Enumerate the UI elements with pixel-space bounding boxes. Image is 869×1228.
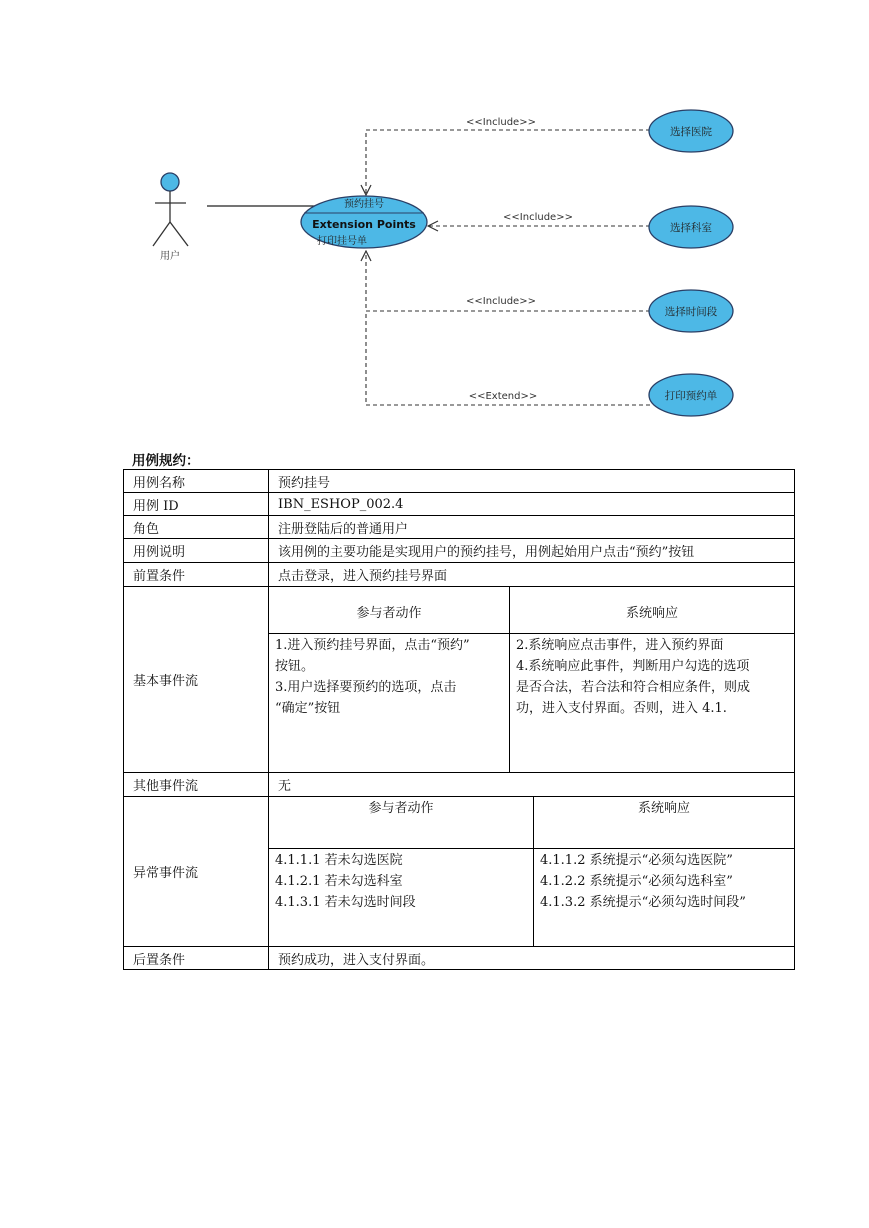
basic-flow-table	[269, 587, 794, 772]
flow-step: 4.1.2.2 系统提示“必须勾选科室”	[540, 873, 733, 889]
flow-step: 4.1.2.1 若未勾选科室	[275, 873, 403, 889]
actor-action-cell	[269, 848, 534, 946]
usecase-print	[649, 374, 733, 416]
actor-action-cell	[269, 633, 510, 772]
system-response-cell	[534, 848, 795, 946]
spec-row-description	[124, 539, 795, 563]
row-label: 前置条件	[124, 563, 269, 587]
spec-row-role	[124, 516, 795, 539]
relation-label: <<Include>>	[466, 117, 536, 128]
flow-step: 1.进入预约挂号界面，点击“预约”	[275, 637, 470, 653]
row-label: 角色	[124, 516, 269, 539]
system-response-header: 系统响应	[534, 797, 795, 848]
extension-points-title: Extension Points	[312, 218, 416, 231]
spec-row-postcondition	[124, 947, 795, 970]
flow-step: 4.1.3.2 系统提示“必须勾选时间段”	[540, 894, 746, 910]
spec-row-basic-flow	[124, 587, 795, 773]
spec-table	[123, 469, 795, 970]
flow-step: 按钮。	[275, 658, 315, 674]
usecase-department	[649, 206, 733, 248]
row-label: 后置条件	[124, 947, 269, 970]
system-response-cell	[510, 633, 795, 772]
include-line-hospital	[366, 130, 650, 195]
flow-step: 是否合法，若合法和符合相应条件，则成	[516, 679, 751, 695]
flow-step: 4.1.3.1 若未勾选时间段	[275, 894, 416, 910]
row-label: 其他事件流	[124, 773, 269, 797]
usecase-timeslot	[649, 290, 733, 332]
flow-step: 2.系统响应点击事件，进入预约界面	[516, 637, 724, 653]
exception-flow-table	[269, 797, 794, 946]
row-label: 基本事件流	[124, 587, 269, 773]
flow-step: “确定”按钮	[275, 700, 341, 716]
flow-step: 4.系统响应此事件，判断用户勾选的选项	[516, 658, 750, 674]
row-value: 点击登录，进入预约挂号界面	[269, 563, 795, 587]
row-label: 用例名称	[124, 470, 269, 493]
relation-label: <<Include>>	[466, 296, 536, 307]
usecase-label: 选择时间段	[664, 306, 718, 318]
use-case-diagram	[0, 0, 869, 440]
usecase-hospital	[649, 110, 733, 152]
usecase-label: 选择科室	[670, 222, 712, 234]
row-label: 用例 ID	[124, 493, 269, 516]
flow-step: 4.1.1.2 系统提示“必须勾选医院”	[540, 852, 733, 868]
spec-row-precondition	[124, 563, 795, 587]
spec-row-other-flow	[124, 773, 795, 797]
row-value: 预约挂号	[269, 470, 795, 493]
main-usecase-name: 预约挂号	[344, 199, 384, 210]
actor-label: 用户	[160, 251, 180, 262]
relation-label: <<Include>>	[503, 212, 573, 223]
relation-label: <<Extend>>	[468, 391, 538, 402]
row-value: 无	[269, 773, 795, 797]
spec-row-id	[124, 493, 795, 516]
row-value: IBN_ESHOP_002.4	[269, 493, 795, 516]
system-response-header: 系统响应	[510, 587, 795, 633]
extension-point: 打印挂号单	[317, 236, 367, 247]
flow-step: 4.1.1.1 若未勾选医院	[275, 852, 403, 868]
spec-title: 用例规约：	[132, 453, 200, 469]
flow-step: 3.用户选择要预约的选项，点击	[275, 679, 457, 695]
actor-figure	[153, 173, 188, 246]
usecase-label: 打印预约单	[664, 390, 718, 402]
actor-action-header: 参与者动作	[269, 797, 534, 848]
spec-row-exception-flow	[124, 797, 795, 947]
row-value: 预约成功，进入支付界面。	[269, 947, 795, 970]
row-label: 用例说明	[124, 539, 269, 563]
actor-action-header: 参与者动作	[269, 587, 510, 633]
row-value: 该用例的主要功能是实现用户的预约挂号，用例起始用户点击“预约”按钮	[269, 539, 795, 563]
row-label: 异常事件流	[124, 797, 269, 947]
row-value: 注册登陆后的普通用户	[269, 516, 795, 539]
flow-step: 功，进入支付界面。否则，进入 4.1.	[516, 700, 727, 716]
spec-row-name	[124, 470, 795, 493]
usecase-label: 选择医院	[670, 126, 712, 138]
